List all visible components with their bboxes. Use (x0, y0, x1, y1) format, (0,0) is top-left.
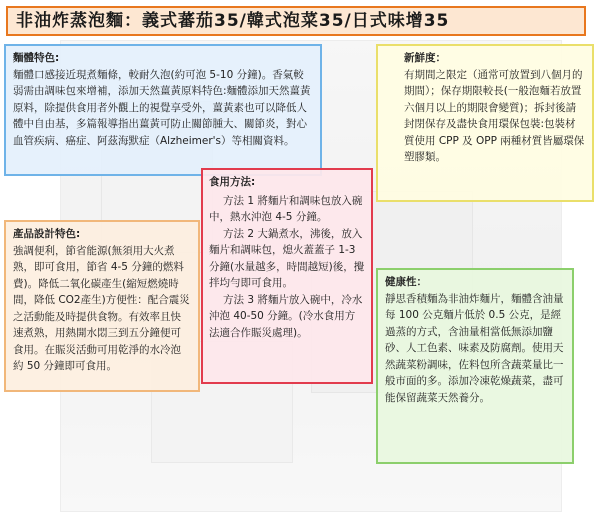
method-step-1: 方法 1 將麵片和調味包放入碗中，熱水沖泡 4-5 分鐘。 (209, 194, 363, 223)
noodle-features-box (4, 44, 322, 176)
noodle-features-heading: 麵體特色: (13, 52, 60, 64)
freshness-heading: 新鮮度： (404, 52, 446, 64)
product-design-text: 強調便利，節省能源(無須用大火煮熟，即可食用，節省 4-5 分鐘的燃料費)。降低二氧化碳產生(縮短燃燒時間，降低 CO2產生)方便性：配合震災之活動能及時提供食物。有效率且快速煮熟，用熱開水悶三到五分鐘便可食用。在賑災活動可用乾淨的水冷泡約 50 分鐘即可食用。 (13, 244, 190, 372)
method-step-2: 方法 2 大鍋煮水，沸後，放入麵片和調味包，熄火蓋蓋子 1-3 分鐘(水量越多，時間越短)後，攪拌均勻即可食用。 (209, 227, 365, 289)
health-text: 靜思香積麵為非油炸麵片，麵體含油量每 100 公克麵片低於 0.5 公克，是經過蒸的方式，含油量相當低無添加鹽砂、人工色素、味素及防腐劑。使用天然蔬菜粉調味，佐料包所含蔬菜量比一般市面的多。添加冷凍乾燥蔬菜，盡可能保留蔬菜天然養分。 (385, 292, 564, 404)
eating-method-heading: 食用方法: (209, 176, 256, 188)
freshness-box (376, 44, 594, 202)
product-design-heading: 產品設計特色: (13, 228, 81, 240)
product-design-box (4, 220, 200, 392)
noodle-features-text: 麵體口感接近現煮麵條，較耐久泡(約可泡 5-10 分鐘)。香氣較弱需由調味包來增補，添加天然薑黃原料特色:麵體添加天然薑黃原料，除提供食用者外觀上的視覺享受外，薑黃素也可以降低人體中自由基，多篇報導指出薑黃可防止關節腫大、關節炎，對心血管疾病、癌症、阿茲海默症（Alzheimer's）等相關資料。 (13, 68, 311, 147)
freshness-text: 有期間之限定（通常可放置到八個月的期間）；保存期限較長(一般泡麵若放置六個月以上的期限會變質)；拆封後請封閉保存及盡快食用環保包裝:包裝材質使用 CPP 及 OPP 兩種材質皆屬環保塑膠類。 (404, 68, 585, 163)
health-heading: 健康性： (385, 276, 427, 288)
health-box (376, 268, 574, 464)
eating-method-box (201, 168, 373, 384)
page-title: 非油炸蒸泡麵：義式蕃茄35/韓式泡菜35/日式味增35 (6, 6, 586, 36)
method-step-3: 方法 3 將麵片放入碗中，冷水沖泡 40-50 分鐘。(冷水食用方法適合作賑災處理)。 (209, 293, 363, 339)
